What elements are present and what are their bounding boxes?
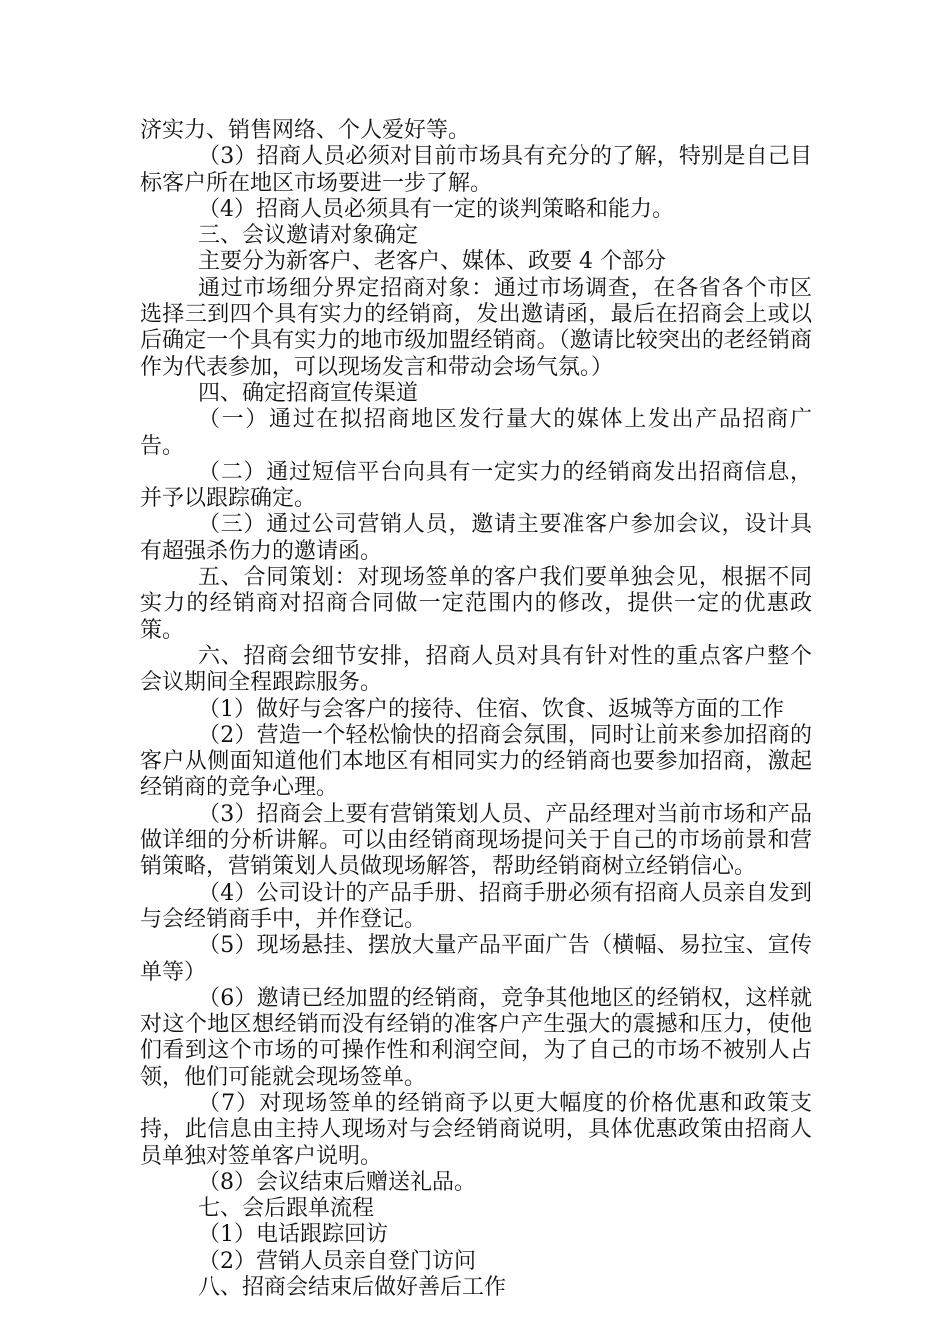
paragraph-channel-1: （一）通过在拟招商地区发行量大的媒体上发出产品招商广告。 bbox=[140, 407, 812, 459]
section-heading-8: 八、招商会结束后做好善后工作 bbox=[198, 1275, 507, 1301]
section-heading-4: 四、确定招商宣传渠道 bbox=[198, 380, 419, 406]
paragraph-item-4: （4）招商人员必须具有一定的谈判策略和能力。 bbox=[198, 196, 674, 222]
section-heading-6: 六、招商会细节安排，招商人员对具有针对性的重点客户整个会议期间全程跟踪服务。 bbox=[140, 643, 812, 696]
section-heading-3: 三、会议邀请对象确定 bbox=[198, 223, 419, 249]
paragraph-channel-2: （二）通过短信平台向具有一定实力的经销商发出招商信息，并予以跟踪确定。 bbox=[140, 459, 812, 512]
section-heading-7: 七、会后跟单流程 bbox=[198, 1196, 375, 1222]
paragraph-detail-7: （7）对现场签单的经销商予以更大幅度的价格优惠和政策支持，此信息由主持人现场对与会经销商说明，具体优惠政策由招商人员单独对签单客户说明。 bbox=[140, 1090, 812, 1169]
document-body bbox=[140, 118, 812, 1301]
paragraph-detail-5: （5）现场悬挂、摆放大量产品平面广告（横幅、易拉宝、宣传单等） bbox=[140, 933, 812, 985]
paragraph-invite-groups: 主要分为新客户、老客户、媒体、政要 4 个部分 bbox=[198, 249, 666, 275]
paragraph-detail-8: （8）会议结束后赠送礼品。 bbox=[198, 1169, 476, 1195]
paragraph-item-3: （3）招商人员必须对目前市场具有充分的了解，特别是自己目标客户所在地区市场要进一步了解。 bbox=[140, 144, 812, 196]
paragraph-followup-1: （1）电话跟踪回访 bbox=[198, 1222, 388, 1248]
paragraph-continuation: 济实力、销售网络、个人爱好等。 bbox=[140, 118, 471, 143]
paragraph-followup-2: （2）营销人员亲自登门访问 bbox=[198, 1248, 476, 1274]
paragraph-detail-4: （4）公司设计的产品手册、招商手册必须有招商人员亲自发到与会经销商手中，并作登记。 bbox=[140, 880, 812, 932]
paragraph-detail-2: （2）营造一个轻松愉快的招商会氛围，同时让前来参加招商的客户从侧面知道他们本地区有相同实力的经销商也要参加招商，激起经销商的竞争心理。 bbox=[140, 722, 812, 801]
paragraph-detail-1: （1）做好与会客户的接待、住宿、饮食、返城等方面的工作 bbox=[198, 696, 784, 722]
paragraph-detail-3: （3）招商会上要有营销策划人员、产品经理对当前市场和产品做详细的分析讲解。可以由经销商现场提问关于自己的市场前景和营销策略，营销策划人员做现场解答，帮助经销商树立经销信心。 bbox=[140, 801, 812, 880]
paragraph-channel-3: （三）通过公司营销人员，邀请主要准客户参加会议，设计具有超强杀伤力的邀请函。 bbox=[140, 512, 812, 564]
section-heading-5: 五、合同策划：对现场签单的客户我们要单独会见，根据不同实力的经销商对招商合同做一定范围内的修改，提供一定的优惠政策。 bbox=[140, 565, 812, 643]
paragraph-market-segmentation: 通过市场细分界定招商对象：通过市场调查，在各省各个市区选择三到四个具有实力的经销商，发出邀请函，最后在招商会上或以后确定一个具有实力的地市级加盟经销商。（邀请比较突出的老经销商作为代表参加，可以现场发言和带动会场气氛。） bbox=[140, 275, 812, 380]
paragraph-detail-6: （6）邀请已经加盟的经销商，竞争其他地区的经销权，这样就对这个地区想经销而没有经销的准客户产生强大的震撼和压力，使他们看到这个市场的可操作性和利润空间，为了自己的市场不被别人占领，他们可能就会现场签单。 bbox=[140, 985, 812, 1090]
